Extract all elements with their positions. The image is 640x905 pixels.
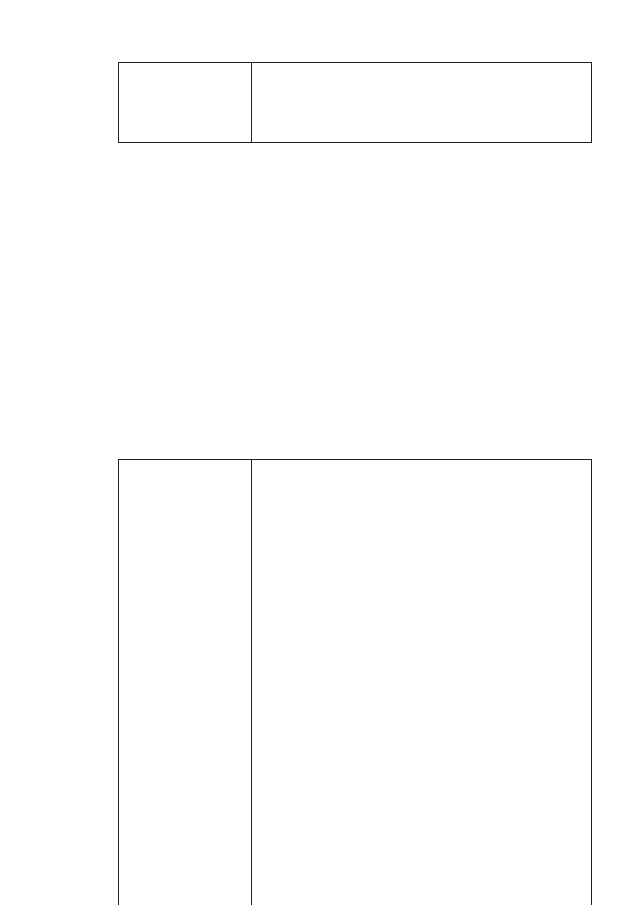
top-table-top-border xyxy=(118,62,592,63)
top-table-right-border xyxy=(591,62,592,143)
table-divider xyxy=(251,459,252,905)
table-right-border xyxy=(591,459,592,905)
top-table-divider xyxy=(251,62,252,143)
top-table-bottom-border xyxy=(118,142,592,143)
table-left-border xyxy=(118,459,119,905)
table-top-border xyxy=(118,459,592,460)
top-table-left-border xyxy=(118,62,119,143)
